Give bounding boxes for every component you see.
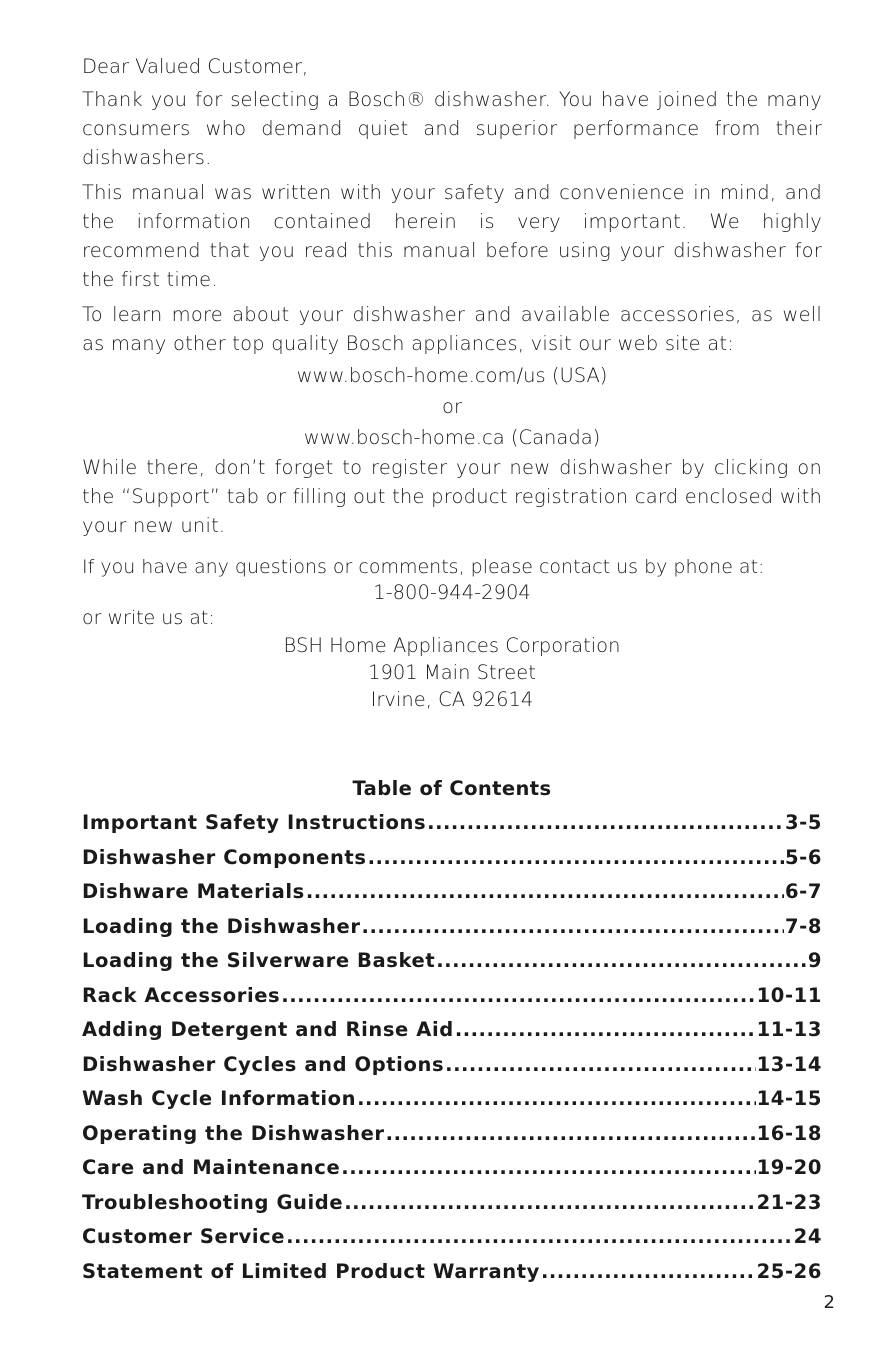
toc-leader-dots <box>427 806 784 841</box>
toc-entry-title: Troubleshooting Guide <box>82 1190 344 1214</box>
toc-entry-pages: 24 <box>793 1225 822 1248</box>
toc-leader-dots <box>386 1117 756 1152</box>
toc-entry <box>82 1048 822 1083</box>
write-intro: or write us at: <box>82 607 215 629</box>
toc-entry-pages: 14-15 <box>756 1087 822 1110</box>
toc-entry-pages: 13-14 <box>756 1052 822 1076</box>
toc-entry-pages: 25-26 <box>756 1259 822 1283</box>
toc-entry <box>82 1151 822 1186</box>
toc-entry-pages: 5-6 <box>784 845 822 869</box>
toc-entry <box>82 1013 822 1048</box>
toc-entry-title: Care and Maintenance <box>82 1156 341 1179</box>
toc-leader-dots <box>357 1082 755 1117</box>
toc-entry-title: Loading the Dishwasher <box>82 914 361 938</box>
toc-entry-pages: 10-11 <box>756 983 822 1007</box>
toc-entry <box>82 1255 822 1290</box>
toc-leader-dots <box>368 841 784 876</box>
toc-leader-dots <box>281 979 755 1014</box>
toc-entry-title: Dishware Materials <box>82 880 305 903</box>
toc-entry-title: Loading the Silverware Basket <box>82 949 436 972</box>
company-name: BSH Home Appliances Corporation <box>283 634 621 657</box>
street-address: 1901 Main Street <box>368 661 536 684</box>
toc-entry-pages: 11-13 <box>756 1018 822 1041</box>
toc-entry-pages: 9 <box>807 949 822 972</box>
toc-leader-dots <box>436 944 807 979</box>
toc-entry-pages: 21-23 <box>756 1190 822 1214</box>
toc-leader-dots <box>306 875 784 910</box>
toc-leader-dots <box>541 1255 756 1290</box>
register-paragraph: While there, don’t forget to register your new dishwasher by clicking on the “Support” tab or filling out the product registration card enclosed with your new unit. <box>82 456 822 537</box>
toc-entry <box>82 979 822 1014</box>
toc-entry-title: Adding Detergent and Rinse Aid <box>82 1018 454 1041</box>
toc-entry-title: Dishwasher Components <box>82 845 367 869</box>
toc-entry <box>82 910 822 945</box>
toc-entry <box>82 841 822 876</box>
toc-entry-pages: 3-5 <box>784 811 822 834</box>
toc-entry-pages: 7-8 <box>784 914 822 938</box>
table-of-contents <box>82 806 822 1289</box>
toc-leader-dots <box>341 1151 755 1186</box>
manual-page <box>82 52 822 1289</box>
toc-entry-pages: 16-18 <box>756 1121 822 1145</box>
website-paragraph: To learn more about your dishwasher and available accessories, as well as many other top quality Bosch appliances, visit our web site at: <box>82 303 822 355</box>
intro-paragraph: Thank you for selecting a Bosch® dishwasher. You have joined the many consumers who demand quiet and superior performance from their dishwashers. <box>82 88 822 169</box>
toc-entry-title: Operating the Dishwasher <box>82 1121 385 1145</box>
toc-entry-title: Statement of Limited Product Warranty <box>82 1259 540 1283</box>
toc-entry-pages: 6-7 <box>784 880 822 903</box>
toc-entry <box>82 806 822 841</box>
toc-entry <box>82 1186 822 1221</box>
website-ca: www.bosch-home.ca (Canada) <box>303 426 601 449</box>
website-or: or <box>442 395 462 418</box>
toc-leader-dots <box>362 910 784 945</box>
toc-entry-title: Important Safety Instructions <box>82 811 427 834</box>
toc-entry-pages: 19-20 <box>756 1156 822 1179</box>
website-us: www.bosch-home.com/us (USA) <box>296 364 608 387</box>
toc-entry-title: Wash Cycle Information <box>82 1087 357 1110</box>
toc-title: Table of Contents <box>352 777 552 800</box>
safety-paragraph: This manual was written with your safety and convenience in mind, and the information contained herein is very important. We highly recommend that you read this manual before using your dishwasher for the first time. <box>82 181 822 291</box>
toc-entry <box>82 1220 822 1255</box>
toc-entry-title: Customer Service <box>82 1225 286 1248</box>
toc-leader-dots <box>455 1013 756 1048</box>
contact-paragraph: If you have any questions or comments, please contact us by phone at: <box>82 556 765 578</box>
toc-entry <box>82 944 822 979</box>
toc-leader-dots <box>445 1048 755 1083</box>
toc-entry-title: Dishwasher Cycles and Options <box>82 1052 445 1076</box>
phone-number: 1-800-944-2904 <box>373 581 531 604</box>
toc-entry-title: Rack Accessories <box>82 983 281 1007</box>
toc-leader-dots <box>286 1220 793 1255</box>
toc-entry <box>82 1117 822 1152</box>
toc-leader-dots <box>344 1186 755 1221</box>
salutation: Dear Valued Customer, <box>82 55 309 78</box>
page-number: 2 <box>823 1292 835 1313</box>
toc-entry <box>82 1082 822 1117</box>
toc-entry <box>82 875 822 910</box>
city-address: Irvine, CA 92614 <box>370 688 534 711</box>
